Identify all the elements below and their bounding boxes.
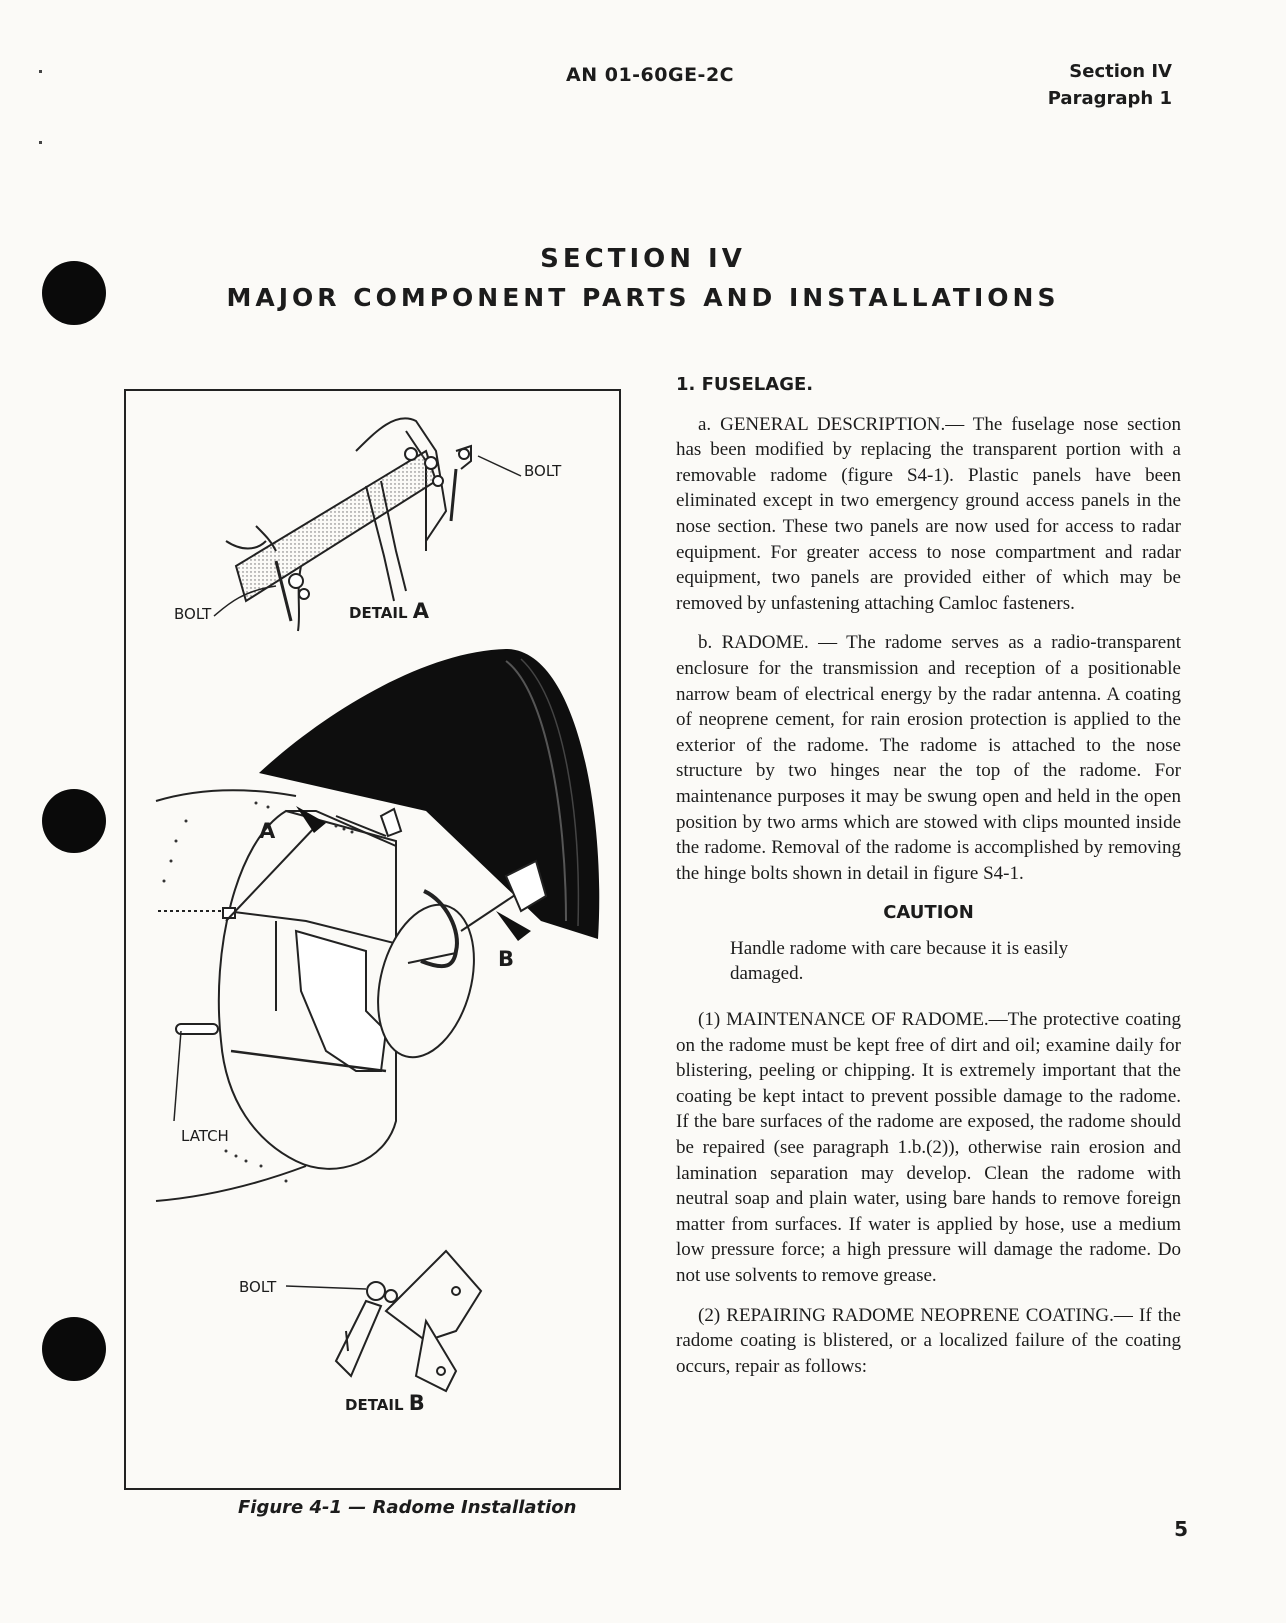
paragraph-general-description: a. GENERAL DESCRIPTION.— The fuselage nose section has been modified by replacing the transparent portion with a removable radome (figure S4-1). Plastic panels have been eliminated except in two emergency ground access panels in the nose section. These two panels are now used for access to radar equipment. For greater access to nose compartment and radar equipment, two panels are provided either of which may be removed by unfastening attaching Camloc fasteners.	[676, 413, 1181, 614]
label-bolt-top-left: BOLT	[174, 605, 212, 623]
section-subtitle: MAJOR COMPONENT PARTS AND INSTALLATIONS	[226, 283, 1060, 312]
caution-heading: CAUTION	[883, 902, 974, 924]
paragraph-maintenance-of-radome: (1) MAINTENANCE OF RADOME.—The protective coating on the radome must be kept free of dirt and oil; examine daily for blistering, peeling or chipping. It is extremely important that the coating be kept intact to prevent possible damage to the radome. If the bare surfaces of the radome are exposed, the radome should be repaired (see paragraph 1.b.(2)), otherwise rain erosion and lamination separation may develop. Clean the radome with neutral soap and plain water, using bare hands to remove foreign matter from surfaces. If water is applied by hose, use a medium low pressure force; a high pressure will damage the radome. Do not use solvents to remove grease.	[676, 1009, 1181, 1286]
label-latch: LATCH	[181, 1127, 229, 1145]
label-bolt-bottom: BOLT	[239, 1278, 277, 1296]
margin-mark	[39, 141, 42, 144]
paragraph-repairing-coating: (2) REPAIRING RADOME NEOPRENE COATING.— If the radome coating is blistered, or a localized failure of the coating occurs, repair as follows:	[676, 1304, 1181, 1377]
label-detail-a-word: DETAIL	[349, 604, 408, 622]
binder-hole-bottom	[42, 1317, 106, 1381]
detail-b-bracket-drawing	[286, 1251, 481, 1391]
label-detail-b	[345, 1391, 425, 1415]
figure-caption: Figure 4-1 — Radome Installation	[238, 1497, 577, 1518]
paragraph-radome: b. RADOME. — The radome serves as a radio-transparent enclosure for the transmission and reception of a positionable narrow beam of electrical energy by the radar antenna. A coating of neoprene cement, for rain erosion protection is applied to the exterior of the radome. The radome is attached to the nose structure by two hinges near the top of the radome. For maintenance purposes it may be swung open and held in the open position by two arms which are stowed with clips mounted inside the radome. Removal of the radome is accomplished by removing the hinge bolts shown in detail in figure S4-1.	[676, 632, 1181, 884]
paragraph-label: Paragraph 1	[1047, 88, 1172, 109]
section-heading-fuselage: 1. FUSELAGE.	[676, 374, 814, 395]
label-detail-b-letter: B	[408, 1391, 425, 1415]
figure-radome-installation	[124, 389, 621, 1490]
binder-hole-middle	[42, 789, 106, 853]
label-detail-a	[349, 599, 429, 623]
callout-letter-a: A	[259, 819, 276, 843]
callout-letter-b: B	[498, 947, 515, 971]
page-number: 5	[1174, 1517, 1188, 1541]
label-bolt-top-right: BOLT	[524, 462, 562, 480]
label-detail-b-word: DETAIL	[345, 1396, 404, 1414]
document-number: AN 01-60GE-2C	[566, 64, 735, 86]
label-detail-a-letter: A	[412, 599, 430, 623]
body-text-column	[676, 372, 1181, 1393]
section-label: Section IV	[1069, 61, 1172, 82]
callout-arrow-b	[496, 911, 531, 941]
radome-illustration	[126, 391, 623, 1492]
section-reference	[1048, 58, 1172, 112]
margin-mark	[39, 70, 42, 73]
caution-text: Handle radome with care because it is easily damaged.	[730, 937, 1069, 985]
section-title: SECTION IV	[540, 244, 746, 274]
